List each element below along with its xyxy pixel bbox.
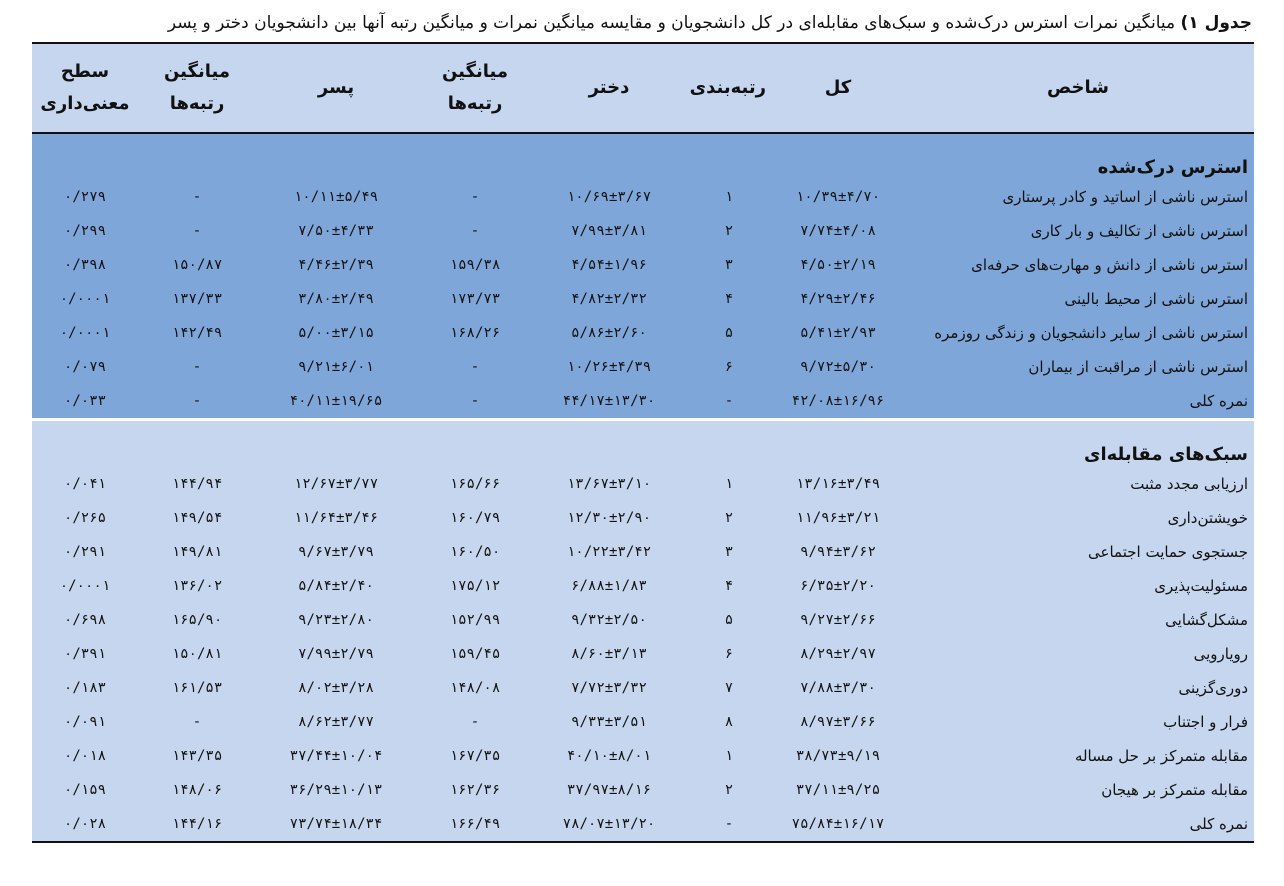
table-row xyxy=(32,316,1254,350)
row-boy-mean-rank: ۱۶۱/۵۳ xyxy=(171,680,223,696)
row-girl: ۱۰/۲۲±۳/۴۲ xyxy=(566,544,652,560)
row-significance: ۰/۰۰۰۱ xyxy=(59,291,111,307)
row-boy: ۹/۲۳±۲/۸۰ xyxy=(298,612,374,628)
row-boy: ۸/۶۲±۳/۷۷ xyxy=(298,714,374,730)
row-girl-mean-rank: - xyxy=(470,189,480,205)
section-coping-styles xyxy=(32,420,1254,843)
row-name: نمره کلی xyxy=(902,384,1254,420)
table-row xyxy=(32,637,1254,671)
row-girl: ۷/۷۲±۳/۳۲ xyxy=(571,680,647,696)
row-boy-mean-rank: ۱۴۲/۴۹ xyxy=(171,325,223,341)
table-row xyxy=(32,180,1254,214)
row-total: ۹/۷۲±۵/۳۰ xyxy=(800,359,876,375)
row-rank: ۸ xyxy=(724,714,734,730)
row-total: ۷/۷۴±۴/۰۸ xyxy=(800,223,876,239)
section-header xyxy=(32,133,1254,180)
row-boy-mean-rank: ۱۴۴/۹۴ xyxy=(171,476,223,492)
row-boy: ۱۲/۶۷±۳/۷۷ xyxy=(293,476,379,492)
row-boy-mean-rank: ۱۳۷/۳۳ xyxy=(171,291,223,307)
row-boy-mean-rank: ۱۴۸/۰۶ xyxy=(171,782,223,798)
header-significance-line1: سطح xyxy=(60,61,110,82)
row-rank: ۵ xyxy=(724,325,734,341)
results-table xyxy=(32,42,1254,843)
row-name: استرس ناشی از محیط بالینی xyxy=(1064,290,1248,308)
row-girl: ۴/۸۲±۲/۳۲ xyxy=(571,291,647,307)
row-boy: ۳۷/۴۴±۱۰/۰۴ xyxy=(289,748,383,764)
section-title: استرس درک‌شده xyxy=(1097,157,1248,178)
row-total: ۹/۹۴±۳/۶۲ xyxy=(800,544,876,560)
row-rank: ۶ xyxy=(724,359,734,375)
row-boy: ۴/۴۶±۲/۳۹ xyxy=(298,257,374,273)
row-girl: ۷۸/۰۷±۱۳/۲۰ xyxy=(534,807,684,842)
row-girl-mean-rank: ۱۶۲/۳۶ xyxy=(449,782,501,798)
table-row xyxy=(32,535,1254,569)
table-row xyxy=(32,384,1254,420)
table-caption xyxy=(30,8,1252,38)
row-total: ۸/۹۷±۳/۶۶ xyxy=(800,714,876,730)
table-row xyxy=(32,350,1254,384)
row-significance: ۰/۲۶۵ xyxy=(63,510,107,526)
row-rank: ۷ xyxy=(724,680,734,696)
row-girl: ۱۳/۶۷±۳/۱۰ xyxy=(566,476,652,492)
row-boy-mean-rank: - xyxy=(192,223,202,239)
row-girl-mean-rank: ۱۶۷/۳۵ xyxy=(449,748,501,764)
row-name: فرار و اجتناب xyxy=(1163,713,1248,731)
row-boy-mean-rank: ۱۴۳/۳۵ xyxy=(171,748,223,764)
row-total: ۶/۳۵±۲/۲۰ xyxy=(800,578,876,594)
row-boy: ۸/۰۲±۳/۲۸ xyxy=(298,680,374,696)
row-rank: ۴ xyxy=(724,291,734,307)
row-girl-mean-rank: - xyxy=(470,223,480,239)
row-total: ۱۳/۱۶±۳/۴۹ xyxy=(795,476,881,492)
row-boy: ۹/۲۱±۶/۰۱ xyxy=(298,359,374,375)
row-total: ۹/۲۷±۲/۶۶ xyxy=(800,612,876,628)
row-significance: ۰/۰۰۰۱ xyxy=(59,578,111,594)
header-total: کل xyxy=(774,43,902,133)
row-name: مقابله متمرکز بر هیجان xyxy=(1101,781,1248,799)
row-girl-mean-rank: ۱۶۰/۵۰ xyxy=(449,544,501,560)
row-boy-mean-rank: ۱۴۹/۵۴ xyxy=(171,510,223,526)
row-total: ۷/۸۸±۳/۳۰ xyxy=(800,680,876,696)
row-total: ۳۸/۷۳±۹/۱۹ xyxy=(795,748,881,764)
row-boy-mean-rank: ۱۴۹/۸۱ xyxy=(171,544,223,560)
table-row xyxy=(32,282,1254,316)
row-boy: ۷۳/۷۴±۱۸/۳۴ xyxy=(256,807,416,842)
header-significance xyxy=(32,43,138,133)
table-row xyxy=(32,467,1254,501)
row-boy: ۷/۹۹±۲/۷۹ xyxy=(298,646,374,662)
row-name: جستجوی حمایت اجتماعی xyxy=(1088,543,1248,561)
row-girl: ۹/۳۲±۲/۵۰ xyxy=(571,612,647,628)
table-row xyxy=(32,603,1254,637)
row-significance: ۰/۳۹۱ xyxy=(63,646,107,662)
table-row xyxy=(32,773,1254,807)
table-row xyxy=(32,501,1254,535)
row-significance: ۰/۱۵۹ xyxy=(63,782,107,798)
header-significance-line2: معنی‌داری xyxy=(40,93,130,114)
row-boy: ۴۰/۱۱±۱۹/۶۵ xyxy=(256,384,416,420)
row-girl-mean-rank: ۱۶۶/۴۹ xyxy=(416,807,534,842)
row-name: استرس ناشی از سایر دانشجویان و زندگی روزمره xyxy=(934,324,1248,342)
row-boy-mean-rank: - xyxy=(192,359,202,375)
row-boy-mean-rank: - xyxy=(192,189,202,205)
row-name: استرس ناشی از دانش و مهارت‌های حرفه‌ای xyxy=(971,256,1248,274)
row-girl-mean-rank: ۱۵۹/۴۵ xyxy=(449,646,501,662)
row-significance: ۰/۰۹۱ xyxy=(63,714,107,730)
table-row xyxy=(32,214,1254,248)
header-girl-mean-rank xyxy=(416,43,534,133)
table-row xyxy=(32,248,1254,282)
row-significance: ۰/۳۹۸ xyxy=(63,257,107,273)
row-rank: ۱ xyxy=(724,748,734,764)
row-total: ۱۰/۳۹±۴/۷۰ xyxy=(795,189,881,205)
table-row xyxy=(32,739,1254,773)
row-boy: ۱۰/۱۱±۵/۴۹ xyxy=(293,189,379,205)
row-boy: ۷/۵۰±۴/۳۳ xyxy=(298,223,374,239)
header-boy: پسر xyxy=(256,43,416,133)
row-total: ۴۲/۰۸±۱۶/۹۶ xyxy=(774,384,902,420)
header-girl: دختر xyxy=(534,43,684,133)
row-girl: ۱۰/۶۹±۳/۶۷ xyxy=(566,189,652,205)
row-boy-mean-rank: ۱۶۵/۹۰ xyxy=(171,612,223,628)
row-significance: ۰/۱۸۳ xyxy=(63,680,107,696)
row-boy: ۳/۸۰±۲/۴۹ xyxy=(298,291,374,307)
row-girl: ۸/۶۰±۳/۱۳ xyxy=(571,646,647,662)
row-girl-mean-rank: - xyxy=(416,384,534,420)
row-rank: ۲ xyxy=(724,223,734,239)
row-total: ۴/۲۹±۲/۴۶ xyxy=(800,291,876,307)
row-name: ارزیابی مجدد مثبت xyxy=(1130,475,1248,493)
row-significance: ۰/۲۹۹ xyxy=(63,223,107,239)
row-name: مشکل‌گشایی xyxy=(1165,611,1248,629)
row-girl: ۴۴/۱۷±۱۳/۳۰ xyxy=(534,384,684,420)
row-name: مسئولیت‌پذیری xyxy=(1154,577,1248,595)
row-girl: ۴/۵۴±۱/۹۶ xyxy=(571,257,647,273)
section-perceived-stress xyxy=(32,133,1254,420)
row-girl-mean-rank: ۱۷۵/۱۲ xyxy=(449,578,501,594)
row-girl: ۵/۸۶±۲/۶۰ xyxy=(571,325,647,341)
header-girl-mean-rank-line2: رتبه‌ها xyxy=(447,93,503,114)
row-girl-mean-rank: - xyxy=(470,359,480,375)
row-significance: ۰/۰۴۱ xyxy=(63,476,107,492)
row-girl: ۱۲/۳۰±۲/۹۰ xyxy=(566,510,652,526)
row-boy: ۹/۶۷±۳/۷۹ xyxy=(298,544,374,560)
row-rank: ۱ xyxy=(724,476,734,492)
row-boy: ۱۱/۶۴±۳/۴۶ xyxy=(293,510,379,526)
header-boy-mean-rank-line1: میانگین xyxy=(163,61,231,82)
row-rank: ۶ xyxy=(724,646,734,662)
row-total: ۳۷/۱۱±۹/۲۵ xyxy=(795,782,881,798)
row-girl-mean-rank: ۱۴۸/۰۸ xyxy=(449,680,501,696)
header-boy-mean-rank xyxy=(138,43,256,133)
row-rank: ۱ xyxy=(724,189,734,205)
row-boy-mean-rank: ۱۵۰/۸۷ xyxy=(171,257,223,273)
row-significance: ۰/۲۹۱ xyxy=(63,544,107,560)
row-boy-mean-rank: ۱۳۶/۰۲ xyxy=(171,578,223,594)
row-boy-mean-rank: - xyxy=(192,714,202,730)
row-name: مقابله متمرکز بر حل مساله xyxy=(1074,747,1248,765)
row-significance: ۰/۲۷۹ xyxy=(63,189,107,205)
header-boy-mean-rank-line2: رتبه‌ها xyxy=(169,93,225,114)
row-rank: - xyxy=(684,807,774,842)
caption-label: جدول ۱) xyxy=(1180,13,1252,33)
row-girl-mean-rank: ۱۶۵/۶۶ xyxy=(449,476,501,492)
row-boy-mean-rank: - xyxy=(138,384,256,420)
row-girl: ۶/۸۸±۱/۸۳ xyxy=(571,578,647,594)
row-total: ۷۵/۸۴±۱۶/۱۷ xyxy=(774,807,902,842)
row-girl: ۴۰/۱۰±۸/۰۱ xyxy=(566,748,652,764)
section-title: سبک‌های مقابله‌ای xyxy=(1083,444,1248,465)
row-rank: ۵ xyxy=(724,612,734,628)
row-girl-mean-rank: ۱۶۰/۷۹ xyxy=(449,510,501,526)
row-boy: ۳۶/۲۹±۱۰/۱۳ xyxy=(289,782,383,798)
row-rank: ۳ xyxy=(724,257,734,273)
row-significance: ۰/۰۳۳ xyxy=(32,384,138,420)
row-girl-mean-rank: ۱۷۳/۷۳ xyxy=(449,291,501,307)
row-boy-mean-rank: ۱۴۴/۱۶ xyxy=(138,807,256,842)
row-name: استرس ناشی از مراقبت از بیماران xyxy=(1028,358,1248,376)
table-row xyxy=(32,705,1254,739)
row-name: رویارویی xyxy=(1193,645,1248,663)
row-name: خویشتن‌داری xyxy=(1167,509,1248,527)
row-significance: ۰/۰۲۸ xyxy=(32,807,138,842)
row-rank: - xyxy=(684,384,774,420)
row-total: ۴/۵۰±۲/۱۹ xyxy=(800,257,876,273)
table-row xyxy=(32,569,1254,603)
section-header xyxy=(32,420,1254,468)
row-significance: ۰/۰۱۸ xyxy=(63,748,107,764)
header-row xyxy=(32,43,1254,133)
row-significance: ۰/۶۹۸ xyxy=(63,612,107,628)
row-girl: ۱۰/۲۶±۴/۳۹ xyxy=(566,359,652,375)
caption-text: میانگین نمرات استرس درک‌شده و سبک‌های مقابله‌ای در کل دانشجویان و مقایسه میانگین نمرات و میانگین رتبه آنها بین دانشجویان دختر و پسر xyxy=(167,13,1176,33)
row-name: دوری‌گزینی xyxy=(1178,679,1248,697)
row-total: ۵/۴۱±۲/۹۳ xyxy=(800,325,876,341)
row-name: استرس ناشی از اساتید و کادر پرستاری xyxy=(1002,188,1248,206)
row-rank: ۲ xyxy=(724,782,734,798)
row-girl-mean-rank: ۱۵۲/۹۹ xyxy=(449,612,501,628)
header-name: شاخص xyxy=(902,43,1254,133)
row-boy-mean-rank: ۱۵۰/۸۱ xyxy=(171,646,223,662)
header-rank: رتبه‌بندی xyxy=(684,43,774,133)
row-girl: ۳۷/۹۷±۸/۱۶ xyxy=(566,782,652,798)
row-girl: ۷/۹۹±۳/۸۱ xyxy=(571,223,647,239)
row-boy: ۵/۰۰±۳/۱۵ xyxy=(298,325,374,341)
row-rank: ۳ xyxy=(724,544,734,560)
header-girl-mean-rank-line1: میانگین xyxy=(441,61,509,82)
row-boy: ۵/۸۴±۲/۴۰ xyxy=(298,578,374,594)
row-total: ۱۱/۹۶±۳/۲۱ xyxy=(795,510,881,526)
row-girl-mean-rank: - xyxy=(470,714,480,730)
table-row xyxy=(32,807,1254,842)
row-name: نمره کلی xyxy=(902,807,1254,842)
row-girl: ۹/۳۳±۳/۵۱ xyxy=(571,714,647,730)
row-rank: ۴ xyxy=(724,578,734,594)
row-girl-mean-rank: ۱۶۸/۲۶ xyxy=(449,325,501,341)
row-name: استرس ناشی از تکالیف و بار کاری xyxy=(1030,222,1248,240)
row-girl-mean-rank: ۱۵۹/۳۸ xyxy=(449,257,501,273)
row-significance: ۰/۰۷۹ xyxy=(63,359,107,375)
row-total: ۸/۲۹±۲/۹۷ xyxy=(800,646,876,662)
row-significance: ۰/۰۰۰۱ xyxy=(59,325,111,341)
table-row xyxy=(32,671,1254,705)
row-rank: ۲ xyxy=(724,510,734,526)
